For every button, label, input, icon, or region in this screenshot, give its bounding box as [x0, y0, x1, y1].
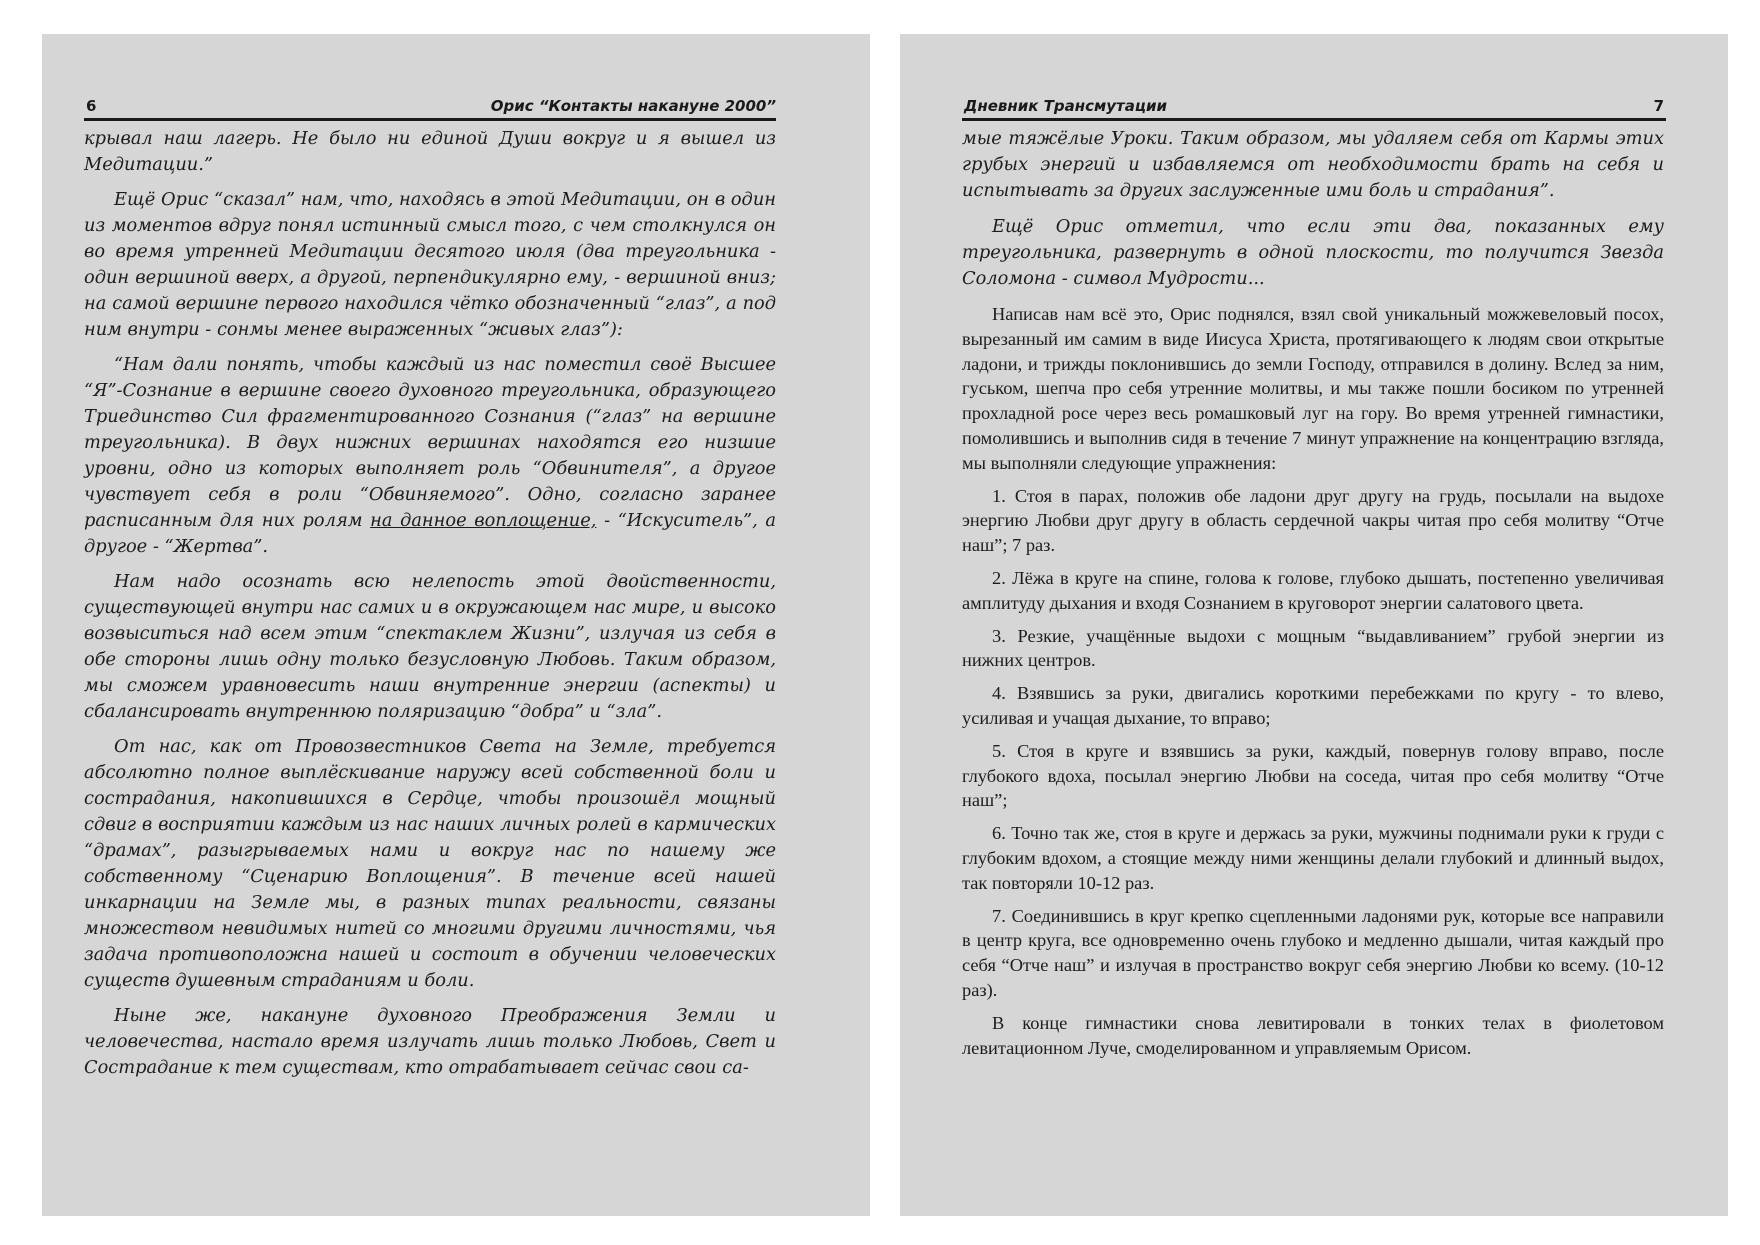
page-number: 7 [1653, 97, 1664, 115]
exercise-item: 1. Стоя в парах, положив обе ладони друг другу на грудь, посылали на выдохе энергию Любви друг другу в область сердечной чакры читая про себя молитву “Отче наш”; 7 раз. [962, 485, 1664, 556]
paragraph: крывал наш лагерь. Не было ни единой Души вокруг и я вышел из Медитации.” [84, 128, 776, 175]
running-head: Дневник Трансмутации [964, 97, 1168, 115]
left-page-body [84, 126, 776, 1090]
paragraph: От нас, как от Провозвестников Света на Земле, требуется абсолютно полное выплёскивание наружу всей собственной боли и сострадания, накопившихся в Сердце, чтобы произошёл мощный сдвиг в восприятии каждым из нас наших личных ролей в кармических “драмах”, разыгрываемых нами и вокруг нас по нашему же собственному “Сценарию Воплощения”. В течение всей нашей инкарнации на Земле мы, в разных типах реальности, связаны множеством невидимых нитей со многими другими личностями, чья задача противоположна нашей и состоит в обучении человеческих существ душевным страданиям и боли. [84, 736, 776, 991]
header-rule [84, 118, 776, 121]
paragraph: В конце гимнастики снова левитировали в тонких телах в фиолетовом левитационном Луче, смоделированном и управляемым Орисом. [962, 1012, 1664, 1058]
page-number: 6 [86, 97, 97, 115]
exercise-item: 3. Резкие, учащённые выдохи с мощным “выдавливанием” грубой энергии из нижних центров. [962, 625, 1664, 671]
header-rule [962, 118, 1666, 121]
exercise-item: 5. Стоя в круге и взявшись за руки, каждый, повернув голову вправо, после глубокого вдоха, посылал энергию Любви на соседа, читая про себя молитву “Отче наш”; [962, 740, 1664, 811]
paragraph: Ныне же, накануне духовного Преображения Земли и человечества, настало время излучать лишь только Любовь, Свет и Сострадание к тем существам, кто отрабатывает сейчас свои са- [84, 1005, 776, 1078]
paragraph-text: - “Искуситель”, а другое - “Жертва”. [84, 510, 776, 557]
left-page [42, 34, 870, 1216]
right-page [900, 34, 1728, 1216]
exercise-item: 2. Лёжа в круге на спине, голова к голове, глубоко дышать, постепенно увеличивая амплитуду дыхания и входя Сознанием в круговорот энергии салатового цвета. [962, 567, 1664, 613]
right-page-header [962, 91, 1666, 121]
paragraph: Ещё Орис “сказал” нам, что, находясь в этой Медитации, он в один из моментов вдруг понял истинный смысл того, с чем столкнулся он во время утренней Медитации десятого июля (два треугольника - один вершиной вверх, а другой, перпендикулярно ему, - вершиной вниз; на самой вершине первого находился чётко обозначенный “глаз”, а под ним внутри - сонмы менее выраженных “живых глаз”): [84, 189, 776, 340]
exercise-item: 7. Соединившись в круг крепко сцепленными ладонями рук, которые все направили в центр круга, все одновременно очень глубоко и медленно дышали, читая каждый про себя “Отче наш” и излучая в пространство вокруг себя энергию Любви ко всему. (10-12 раз). [962, 905, 1664, 1000]
paragraph-text: “Нам дали понять, чтобы каждый из нас поместил своё Высшее “Я”-Сознание в вершине своего духовного треугольника, образующего Триединство Сил фрагментированного Сознания (“глаз” на вершине треугольника). В двух нижних вершинах находятся его низшие уровни, одно из которых выполняет роль “Обвинителя”, а другое чувствует себя в роли “Обвиняемого”. Одно, согласно заранее расписанным для них ролям [84, 354, 776, 531]
paragraph [84, 352, 776, 560]
paragraph: Написав нам всё это, Орис поднялся, взял свой уникальный можжевеловый посох, вырезанный им самим в виде Иисуса Христа, протягивающего к людям свои открытые ладони, и трижды поклонившись до земли Господу, отправился в долину. Вслед за ним, гуськом, шепча про себя утренние молитвы, и мы также пошли босиком по утренней прохладной росе через весь ромашковый луг на гору. Во время утренней гимнастики, помолившись и выполнив сидя в течение 7 минут упражнение на концентрацию взгляда, мы выполняли следующие упражнения: [962, 304, 1664, 473]
underlined-text: на данное воплощение, [370, 510, 597, 531]
exercise-item: 4. Взявшись за руки, двигались короткими перебежками по кругу - то влево, усиливая и учащая дыхание, то вправо; [962, 683, 1664, 728]
left-page-header [84, 91, 776, 121]
right-page-body [962, 126, 1664, 1068]
running-head: Орис “Контакты накануне 2000” [490, 97, 776, 115]
exercise-item: 6. Точно так же, стоя в круге и держась за руки, мужчины поднимали руки к груди с глубоким вдохом, а стоящие между ними женщины делали глубокий и длинный выдох, так повторяли 10-12 раз. [962, 823, 1664, 893]
paragraph: мые тяжёлые Уроки. Таким образом, мы удаляем себя от Кармы этих грубых энергий и избавляемся от необходимости брать на себя и испытывать за других заслуженные ими боль и страдания”. [962, 128, 1664, 201]
paragraph: Ещё Орис отметил, что если эти два, показанных ему треугольника, развернуть в одной плоскости, то получится Звезда Соломона - символ Мудрости... [962, 216, 1664, 289]
paragraph: Нам надо осознать всю нелепость этой двойственности, существующей внутри нас самих и в окружающем нас мире, и высоко возвыситься над всем этим “спектаклем Жизни”, излучая из себя в обе стороны лишь одну только безусловную Любовь. Таким образом, мы сможем уравновесить наши внутренние энергии (аспекты) и сбалансировать внутреннюю поляризацию “добра” и “зла”. [84, 571, 776, 722]
